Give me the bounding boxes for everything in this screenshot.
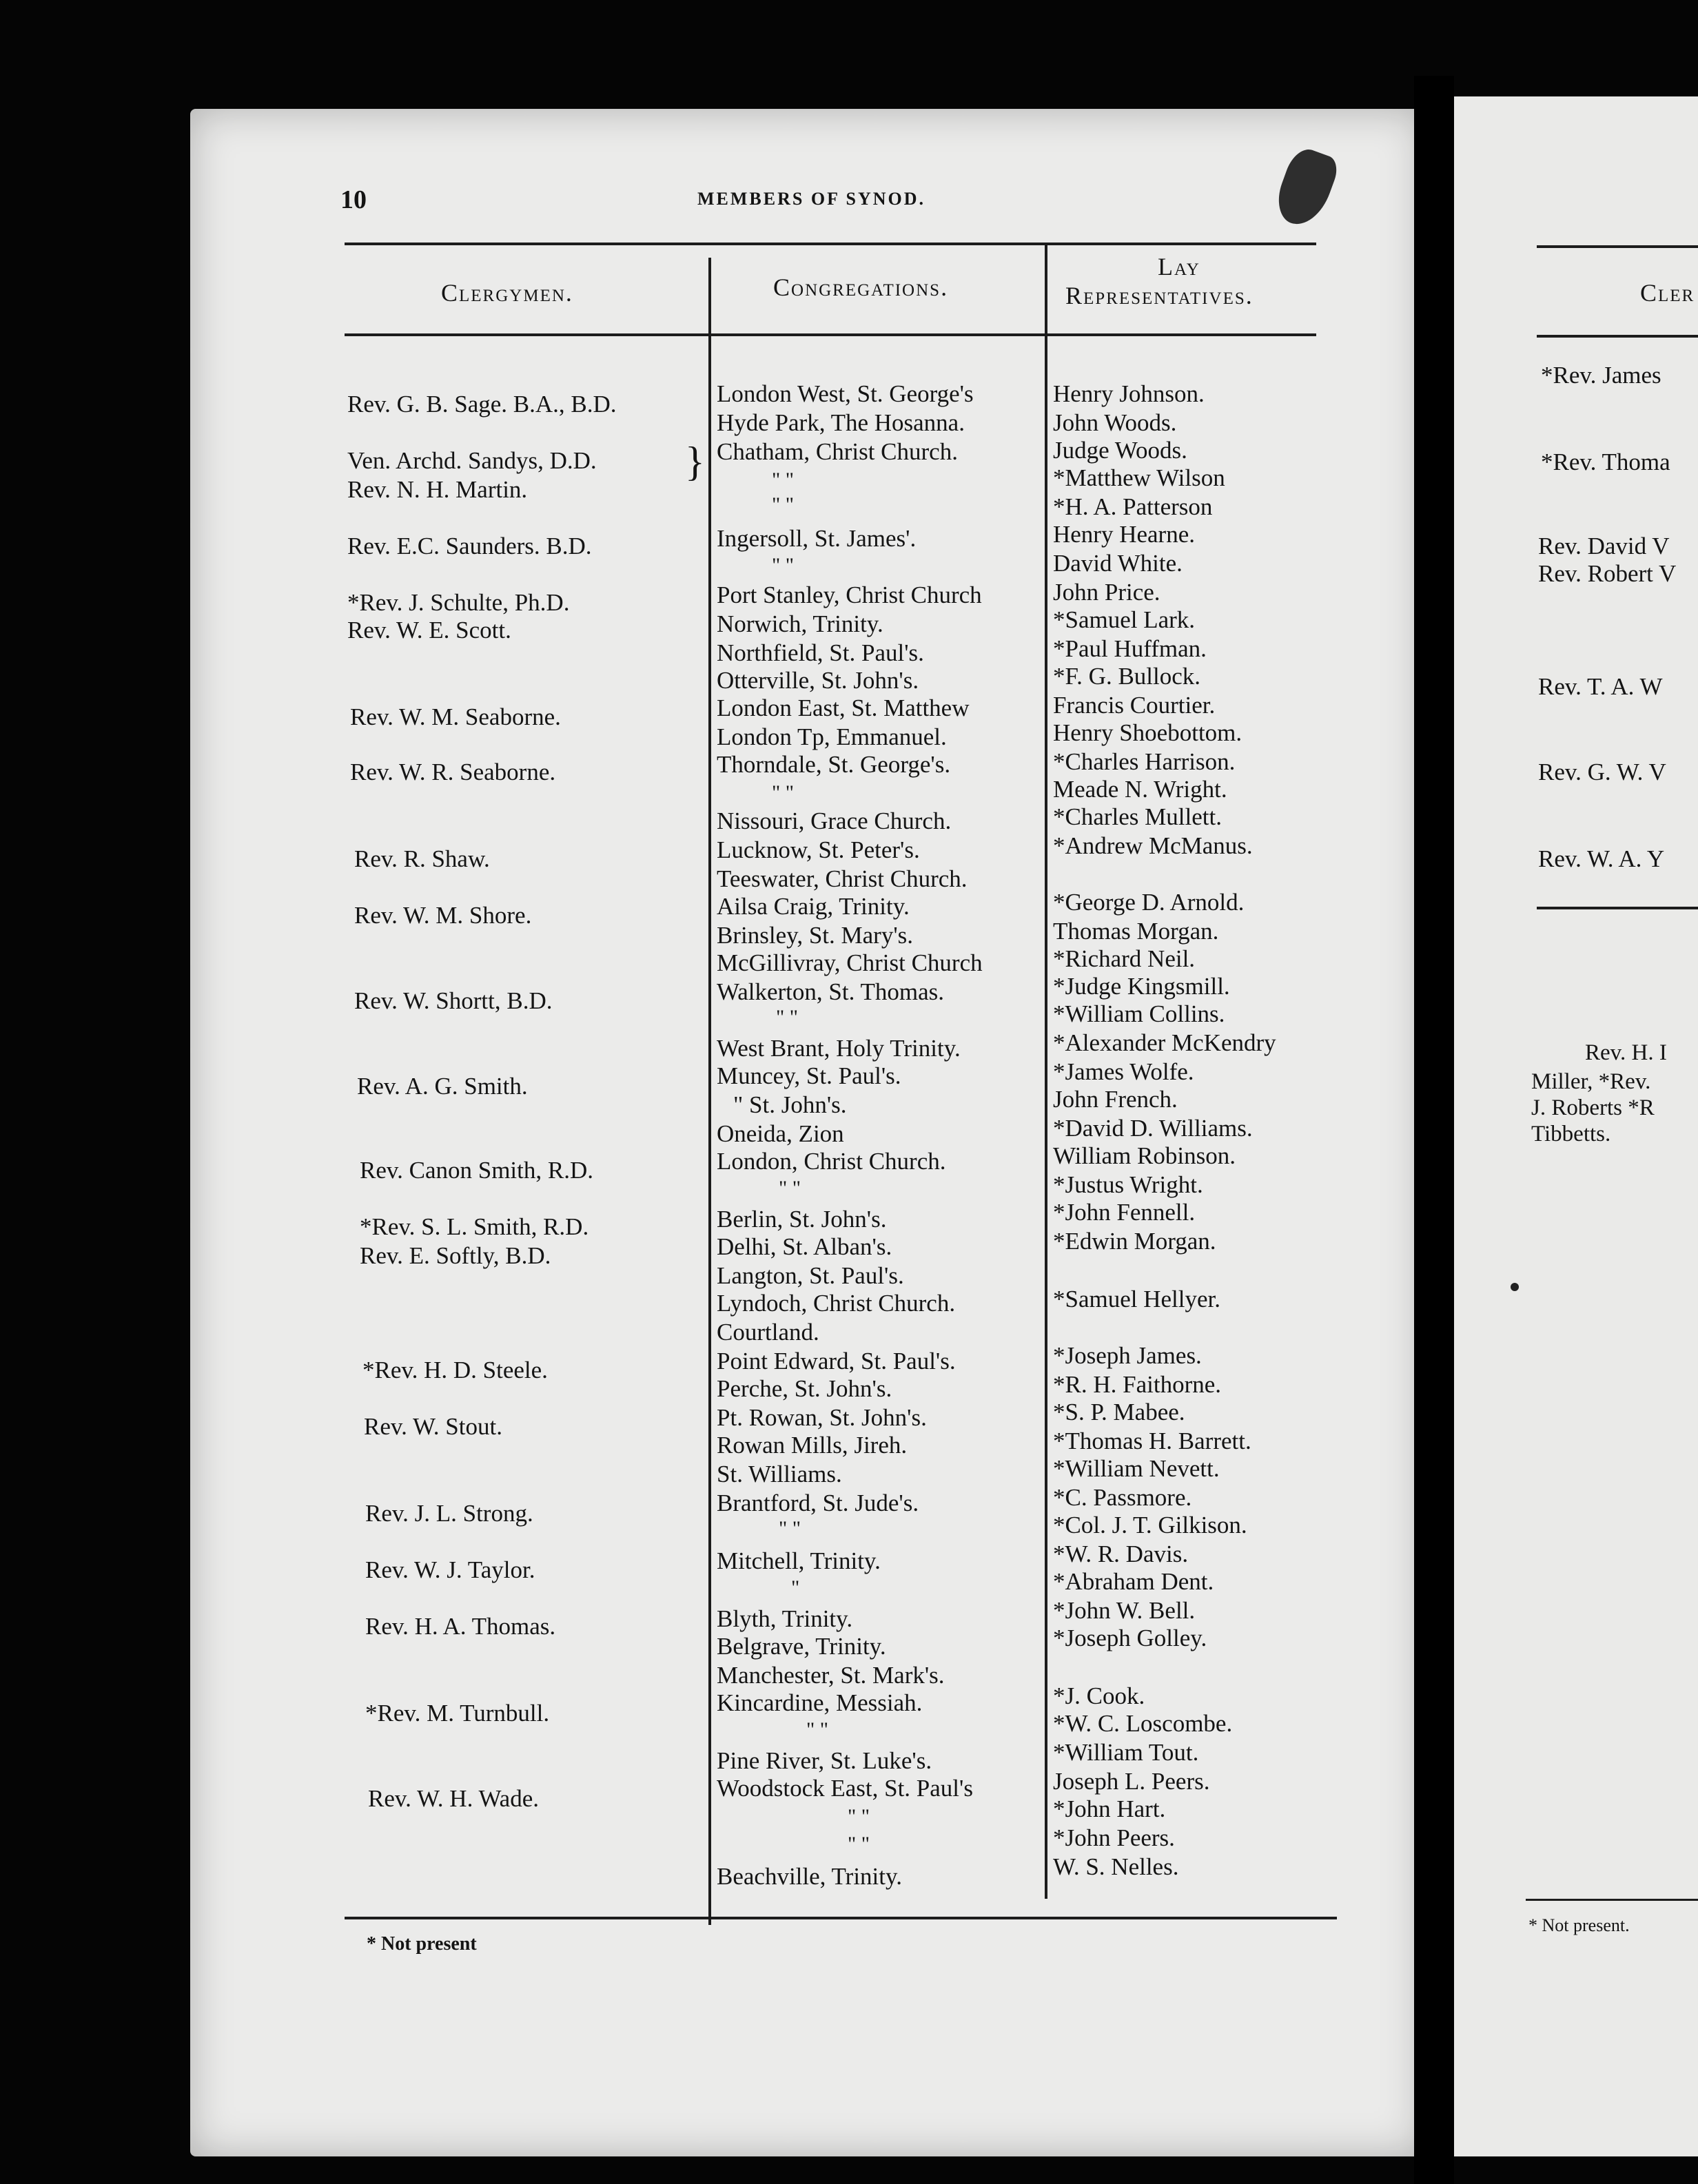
- right-page-line: Rev. W. A. Y: [1538, 845, 1665, 872]
- lay-entry: *Charles Harrison.: [1053, 748, 1236, 775]
- lay-entry: *Andrew McManus.: [1053, 832, 1253, 859]
- clergy-entry: Rev. H. A. Thomas.: [365, 1613, 556, 1640]
- clergy-entry: Rev. W. Shortt, B.D.: [354, 987, 553, 1014]
- right-page-line: Rev. G. W. V: [1538, 759, 1666, 785]
- lay-entry: *Richard Neil.: [1053, 945, 1196, 972]
- congregation-entry: Brantford, St. Jude's.: [717, 1490, 919, 1516]
- lay-entry: *Charles Mullett.: [1053, 803, 1222, 830]
- congregation-entry: Norwich, Trinity.: [717, 610, 883, 637]
- lay-entry: *Abraham Dent.: [1053, 1568, 1214, 1595]
- lay-entry: *W. R. Davis.: [1053, 1541, 1189, 1567]
- page-number: 10: [340, 185, 367, 214]
- right-page-bottom-rule: [1526, 1899, 1698, 1901]
- lay-entry: *Paul Huffman.: [1053, 635, 1207, 662]
- congregation-ditto: " ": [772, 468, 794, 491]
- lay-entry: *Edwin Morgan.: [1053, 1228, 1216, 1255]
- lay-entry: *Alexander McKendry: [1053, 1029, 1276, 1056]
- lay-entry: *William Tout.: [1053, 1739, 1199, 1766]
- congregation-entry: Lyndoch, Christ Church.: [717, 1290, 956, 1317]
- congregation-entry: Northfield, St. Paul's.: [717, 639, 924, 666]
- congregation-entry: Kincardine, Messiah.: [717, 1689, 923, 1716]
- clergy-entry: Rev. G. B. Sage. B.A., B.D.: [347, 391, 617, 418]
- congregation-entry: Pt. Rowan, St. John's.: [717, 1404, 927, 1431]
- right-page-note-line: Miller, *Rev.: [1531, 1069, 1651, 1094]
- column-divider-1: [708, 258, 711, 1925]
- lay-entry: *Joseph Golley.: [1053, 1625, 1207, 1651]
- lay-entry: W. S. Nelles.: [1053, 1853, 1179, 1880]
- lay-entry: *John Fennell.: [1053, 1199, 1196, 1226]
- lay-entry: Judge Woods.: [1053, 437, 1187, 464]
- clergy-entry: Rev. W. Stout.: [364, 1413, 502, 1440]
- congregation-entry: Teeswater, Christ Church.: [717, 865, 968, 892]
- congregation-entry: " St. John's.: [733, 1091, 847, 1118]
- congregation-ditto: " ": [772, 493, 794, 516]
- clergy-entry: Ven. Archd. Sandys, D.D.: [347, 447, 597, 474]
- right-page-line: Rev. David V: [1538, 533, 1670, 559]
- lay-entry: *Col. J. T. Gilkison.: [1053, 1512, 1247, 1538]
- right-page-header: Cler: [1640, 279, 1695, 307]
- congregation-entry: Walkerton, St. Thomas.: [717, 978, 944, 1005]
- lay-entry: John Price.: [1053, 579, 1160, 606]
- congregation-entry: Ailsa Craig, Trinity.: [717, 893, 910, 920]
- lay-entry: *David D. Williams.: [1053, 1115, 1253, 1142]
- congregation-entry: Muncey, St. Paul's.: [717, 1062, 901, 1089]
- lay-entry: *John W. Bell.: [1053, 1597, 1196, 1624]
- lay-entry: *Thomas H. Barrett.: [1053, 1428, 1251, 1454]
- congregation-ditto: " ": [779, 1517, 801, 1540]
- lay-entry: *John Peers.: [1053, 1824, 1175, 1851]
- congregation-entry: Nissouri, Grace Church.: [717, 807, 952, 834]
- congregation-entry: Hyde Park, The Hosanna.: [717, 409, 965, 436]
- congregation-ditto: " ": [776, 1006, 798, 1029]
- running-head: MEMBERS OF SYNOD.: [697, 189, 925, 209]
- header-rule: [345, 333, 1316, 336]
- congregation-entry: Brinsley, St. Mary's.: [717, 922, 914, 949]
- lay-entry: *Matthew Wilson: [1053, 464, 1225, 491]
- ink-dot: [1511, 1283, 1519, 1291]
- congregation-entry: St. Williams.: [717, 1461, 842, 1487]
- right-page-note-line: Tibbetts.: [1531, 1122, 1611, 1146]
- clergy-entry: *Rev. H. D. Steele.: [362, 1357, 548, 1383]
- congregation-entry: West Brant, Holy Trinity.: [717, 1035, 961, 1062]
- congregation-entry: Woodstock East, St. Paul's: [717, 1775, 973, 1802]
- lay-entry: *William Nevett.: [1053, 1455, 1220, 1482]
- clergy-entry: *Rev. J. Schulte, Ph.D.: [347, 589, 570, 616]
- congregation-ditto: " ": [806, 1718, 828, 1741]
- book-gutter: [1414, 76, 1454, 2184]
- congregation-entry: Beachville, Trinity.: [717, 1863, 902, 1890]
- congregation-entry: London East, St. Matthew: [717, 694, 970, 721]
- lay-entry: William Robinson.: [1053, 1142, 1236, 1169]
- congregation-ditto: " ": [848, 1833, 870, 1855]
- congregation-entry: London, Christ Church.: [717, 1148, 946, 1175]
- top-rule: [345, 243, 1316, 245]
- lay-entry: *H. A. Patterson: [1053, 493, 1213, 520]
- lay-entry: *S. P. Mabee.: [1053, 1399, 1185, 1425]
- congregation-ditto: " ": [772, 554, 794, 577]
- lay-entry: *J. Cook.: [1053, 1682, 1145, 1709]
- right-page-note-line: J. Roberts *R: [1531, 1095, 1655, 1120]
- congregation-entry: Belgrave, Trinity.: [717, 1633, 886, 1660]
- congregation-entry: Otterville, St. John's.: [717, 667, 919, 694]
- congregation-ditto: " ": [772, 781, 794, 804]
- clergy-entry: Rev. W. R. Seaborne.: [350, 759, 556, 785]
- congregation-entry: Thorndale, St. George's.: [717, 751, 951, 778]
- clergy-entry: *Rev. M. Turnbull.: [365, 1700, 550, 1727]
- lay-entry: *Justus Wright.: [1053, 1171, 1203, 1198]
- clergy-entry: Rev. R. Shaw.: [354, 845, 490, 872]
- clergy-entry: Rev. J. L. Strong.: [365, 1500, 533, 1527]
- congregation-ditto: " ": [848, 1805, 870, 1828]
- congregation-entry: Port Stanley, Christ Church: [717, 581, 982, 608]
- right-page-line: Rev. Robert V: [1538, 560, 1677, 587]
- congregation-entry: Lucknow, St. Peter's.: [717, 836, 920, 863]
- lay-entry: Joseph L. Peers.: [1053, 1768, 1210, 1795]
- lay-entry: *R. H. Faithorne.: [1053, 1371, 1222, 1398]
- lay-entry: *Judge Kingsmill.: [1053, 973, 1230, 1000]
- clergy-entry: Rev. W. M. Shore.: [354, 902, 532, 929]
- right-page-line: *Rev. James: [1541, 362, 1661, 389]
- clergy-entry: Rev. E. Softly, B.D.: [360, 1242, 551, 1269]
- congregation-entry: Point Edward, St. Paul's.: [717, 1348, 956, 1374]
- lay-entry: Thomas Morgan.: [1053, 918, 1219, 945]
- right-page-note-line: Rev. H. I: [1585, 1040, 1667, 1065]
- clergy-entry: *Rev. S. L. Smith, R.D.: [360, 1213, 589, 1240]
- lay-entry: *William Collins.: [1053, 1000, 1225, 1027]
- right-page-footnote: * Not present.: [1528, 1915, 1630, 1935]
- footnote: * Not present: [367, 1933, 477, 1955]
- clergy-entry: Rev. W. H. Wade.: [368, 1785, 539, 1812]
- lay-entry: John Woods.: [1053, 409, 1177, 436]
- lay-entry: *C. Passmore.: [1053, 1484, 1192, 1511]
- clergy-entry: Rev. Canon Smith, R.D.: [360, 1157, 593, 1184]
- congregation-entry: Ingersoll, St. James'.: [717, 525, 917, 552]
- clergy-entry: Rev. W. M. Seaborne.: [350, 703, 561, 730]
- congregation-entry: Mitchell, Trinity.: [717, 1547, 881, 1574]
- congregation-entry: London West, St. George's: [717, 380, 974, 407]
- congregation-ditto: " ": [779, 1177, 801, 1199]
- congregation-entry: Manchester, St. Mark's.: [717, 1662, 945, 1689]
- lay-entry: *Samuel Hellyer.: [1053, 1286, 1221, 1312]
- lay-entry: Henry Shoebottom.: [1053, 719, 1242, 746]
- right-page-line: *Rev. Thoma: [1541, 449, 1670, 475]
- congregation-entry: Oneida, Zion: [717, 1120, 844, 1147]
- congregation-ditto: ": [791, 1576, 800, 1599]
- lay-entry: *James Wolfe.: [1053, 1058, 1194, 1085]
- lay-entry: *Samuel Lark.: [1053, 606, 1196, 633]
- clergy-entry: Rev. E.C. Saunders. B.D.: [347, 533, 592, 559]
- lay-entry: Henry Johnson.: [1053, 380, 1205, 407]
- lay-entry: John French.: [1053, 1086, 1178, 1113]
- column-divider-2: [1045, 245, 1047, 1899]
- lay-entry: *Joseph James.: [1053, 1342, 1202, 1369]
- right-page-line: Rev. T. A. W: [1538, 673, 1663, 700]
- clergy-entry: Rev. A. G. Smith.: [357, 1073, 528, 1100]
- brace-mark: }: [685, 439, 705, 484]
- header-clergymen: Clergymen.: [441, 279, 573, 307]
- congregation-entry: Delhi, St. Alban's.: [717, 1233, 892, 1260]
- right-page-header-rule: [1537, 335, 1698, 338]
- header-lay: Lay: [1158, 253, 1200, 280]
- congregation-entry: Blyth, Trinity.: [717, 1605, 853, 1632]
- lay-entry: *George D. Arnold.: [1053, 889, 1245, 916]
- congregation-entry: London Tp, Emmanuel.: [717, 723, 947, 750]
- congregation-entry: Rowan Mills, Jireh.: [717, 1432, 908, 1459]
- congregation-entry: Courtland.: [717, 1319, 819, 1346]
- congregation-entry: McGillivray, Christ Church: [717, 949, 983, 976]
- header-congregations: Congregations.: [773, 274, 949, 301]
- right-page-top-rule: [1537, 245, 1698, 248]
- lay-entry: David White.: [1053, 550, 1183, 577]
- lay-entry: Francis Courtier.: [1053, 692, 1216, 719]
- bottom-rule: [345, 1917, 1337, 1919]
- lay-entry: *F. G. Bullock.: [1053, 663, 1201, 690]
- lay-entry: Meade N. Wright.: [1053, 776, 1227, 803]
- clergy-entry: Rev. N. H. Martin.: [347, 476, 528, 503]
- lay-entry: Henry Hearne.: [1053, 521, 1196, 548]
- lay-entry: *John Hart.: [1053, 1795, 1166, 1822]
- clergy-entry: Rev. W. E. Scott.: [347, 617, 511, 643]
- congregation-entry: Pine River, St. Luke's.: [717, 1747, 932, 1774]
- congregation-entry: Langton, St. Paul's.: [717, 1262, 904, 1289]
- clergy-entry: Rev. W. J. Taylor.: [365, 1556, 535, 1583]
- congregation-entry: Berlin, St. John's.: [717, 1206, 887, 1233]
- right-page-section-rule: [1537, 907, 1698, 909]
- header-representatives: Representatives.: [1065, 282, 1254, 309]
- lay-entry: *W. C. Loscombe.: [1053, 1710, 1233, 1737]
- congregation-entry: Chatham, Christ Church.: [717, 438, 958, 465]
- congregation-entry: Perche, St. John's.: [717, 1375, 892, 1402]
